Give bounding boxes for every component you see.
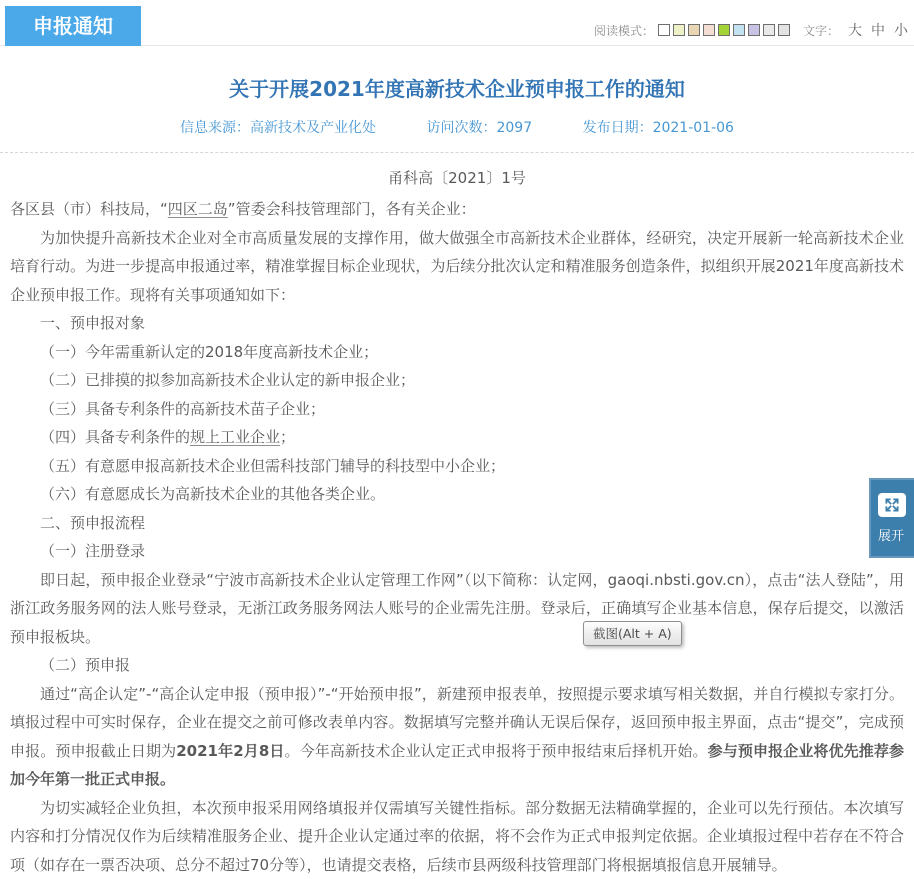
text-run: ”管委会科技管理部门，各有关企业： — [228, 200, 476, 218]
text-run: 为切实减轻企业负担，本次预申报采用网络填报并仅需填写关键性指标。部分数据无法精确掌握的，企业可以先行预估。本次填写内容和打分情况仅作为后续精准服务企业、提升企业认定通过率的依据，将不会作为正式申报判定依据。企业填报过程中若存在不符合项（如存在一票否决项、总分不超过70分等），也请提交表格，后续市县两级科技管理部门将根据填报信息开展辅导。 — [10, 799, 904, 874]
font-size-option-1[interactable]: 大 — [848, 20, 862, 40]
text-run: 通过“高企认定”-“高企认定申报（预申报）”-“开始预申报”，新建预申报表单，按照提示要求填写相关数据，并自行模拟专家打分。填报过程中可实时保存，企业在提交之前可修改表单内容。数据填写完整并确认无误后保存，返回预申报主界面，点击“提交”，完成预申报。预申报截止日期为 — [10, 685, 904, 760]
reading-mode-swatch-4[interactable] — [703, 24, 715, 36]
reading-mode-swatch-3[interactable] — [688, 24, 700, 36]
meta-source: 信息来源：高新技术及产业化处 — [180, 120, 376, 136]
meta-visits: 访问次数：2097 — [426, 120, 532, 136]
text-run: 即日起，预申报企业登录“宁波市高新技术企业认定管理工作网”（以下简称：认定网，gaoqi.nbsti.gov.cn），点击“法人登陆”，用浙江政务服务网的法人账号登录，无浙江政务服务网法人账号的企业需先注册。登录后，正确填写企业基本信息，保存后提交，以激活预申报板块。 — [10, 571, 904, 646]
font-size-option-2[interactable]: 中 — [871, 20, 885, 40]
text-run: ； — [280, 428, 295, 446]
page-title: 关于开展2021年度高新技术企业预申报工作的通知 — [10, 73, 904, 102]
reading-mode-swatch-6[interactable] — [733, 24, 745, 36]
tab-declaration-notice[interactable]: 申报通知 — [5, 6, 141, 46]
font-size-label: 文字： — [803, 22, 839, 39]
text-run: 一、预申报对象 — [40, 314, 145, 332]
text-run: （二）预申报 — [40, 656, 130, 674]
section-1-heading — [10, 309, 904, 338]
reading-mode-swatch-7[interactable] — [748, 24, 760, 36]
text-run: 各区县（市）科技局，“ — [10, 200, 168, 218]
paragraph-register — [10, 566, 904, 652]
expand-button[interactable] — [869, 478, 914, 558]
paragraph-intro — [10, 224, 904, 310]
screenshot-tooltip: 截图(Alt + A) — [583, 621, 682, 646]
item-5 — [10, 452, 904, 481]
item-2 — [10, 366, 904, 395]
item-6 — [10, 480, 904, 509]
reading-controls — [594, 20, 908, 40]
reading-mode-swatches — [658, 24, 793, 36]
reading-mode-swatch-5[interactable] — [718, 24, 730, 36]
meta-date: 发布日期：2021-01-06 — [583, 120, 734, 136]
text-run: （五）有意愿申报高新技术企业但需科技部门辅导的科技型中小企业； — [40, 457, 505, 475]
reading-mode-label: 阅读模式： — [594, 22, 654, 39]
text-run: 规上工业企业 — [190, 428, 280, 446]
reading-mode-swatch-9[interactable] — [778, 24, 790, 36]
font-size-options — [839, 20, 908, 40]
dashed-divider — [0, 152, 914, 153]
text-run: 2021年2月8日 — [176, 742, 284, 760]
subsection-2-2-heading — [10, 651, 904, 680]
item-4 — [10, 423, 904, 452]
article-body — [10, 195, 904, 879]
reading-mode-swatch-1[interactable] — [658, 24, 670, 36]
expand-arrows-icon — [878, 493, 906, 517]
reading-mode-swatch-8[interactable] — [763, 24, 775, 36]
text-run: 四区二岛 — [168, 200, 228, 218]
reading-mode-swatch-2[interactable] — [673, 24, 685, 36]
subsection-2-1-heading — [10, 537, 904, 566]
expand-button-label: 展开 — [878, 525, 904, 544]
text-run: 参与预申报企业将优先推荐参加今年第一批正式申报。 — [10, 742, 904, 789]
section-2-heading — [10, 509, 904, 538]
text-run: 为加快提升高新技术企业对全市高质量发展的支撑作用，做大做强全市高新技术企业群体，经研究，决定开展新一轮高新技术企业培育行动。为进一步提高申报通过率，精准掌握目标企业现状，为后续分批次认定和精准服务创造条件，拟组织开展2021年度高新技术企业预申报工作。现将有关事项通知如下： — [10, 229, 904, 304]
text-run: 。今年高新技术企业认定正式申报将于预申报结束后择机开始。 — [285, 742, 708, 760]
item-3 — [10, 395, 904, 424]
font-size-option-3[interactable]: 小 — [894, 20, 908, 40]
text-run: （三）具备专利条件的高新技术苗子企业； — [40, 400, 325, 418]
top-bar — [0, 0, 914, 46]
paragraph-burden — [10, 794, 904, 879]
text-run: （四）具备专利条件的 — [40, 428, 190, 446]
salutation — [10, 195, 904, 224]
article-meta — [10, 117, 904, 137]
document-number: 甬科高〔2021〕1号 — [10, 164, 904, 192]
text-run: （六）有意愿成长为高新技术企业的其他各类企业。 — [40, 485, 385, 503]
text-run: （二）已排摸的拟参加高新技术企业认定的新申报企业； — [40, 371, 415, 389]
text-run: （一）今年需重新认定的2018年度高新技术企业； — [40, 343, 378, 361]
item-1 — [10, 338, 904, 367]
text-run: （一）注册登录 — [40, 542, 145, 560]
paragraph-apply — [10, 680, 904, 794]
article — [0, 73, 914, 879]
text-run: 二、预申报流程 — [40, 514, 145, 532]
